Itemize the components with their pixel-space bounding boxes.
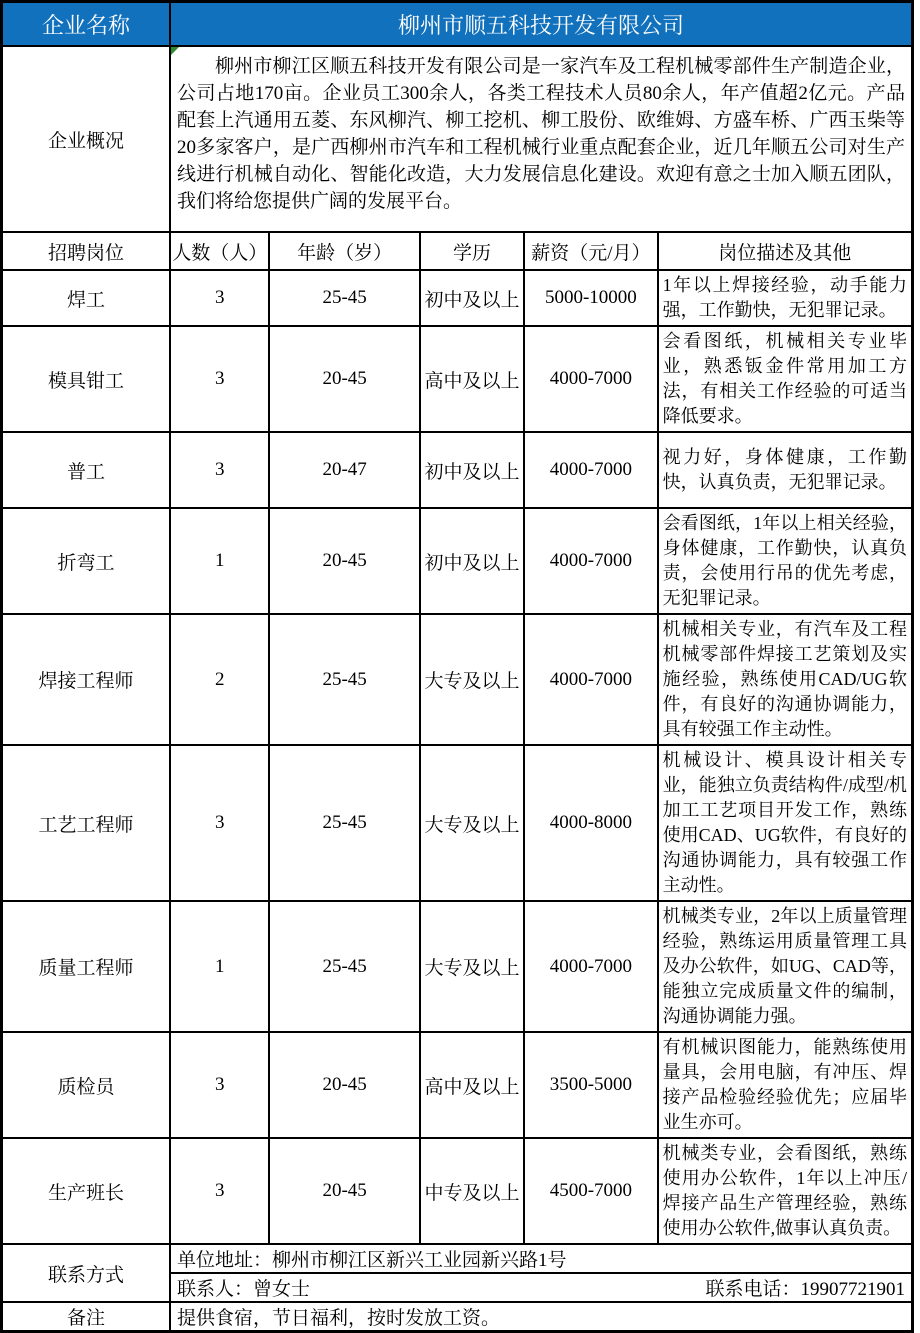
job-row-bender bbox=[2, 508, 913, 614]
job-education-cell: 高中及以上 bbox=[420, 326, 524, 432]
job-description-cell: 会看图纸，机械相关专业毕业，熟悉钣金件常用加工方法，有相关工作经验的可适当降低要求。 bbox=[658, 326, 913, 432]
overview-text: 柳州市柳江区顺五科技开发有限公司是一家汽车及工程机械零部件生产制造企业，公司占地170亩。企业员工300余人，各类工程技术人员80余人，年产值超2亿元。产品配套上汽通用五菱、东风柳汽、柳工挖机、柳工股份、欧维姆、方盛车桥、广西玉柴等20多家客户，是广西柳州市汽车和工程机械行业重点配套企业，近几年顺五公司对生产线进行机械自动化、智能化改造，大力发展信息化建设。欢迎有意之士加入顺五团队，我们将给您提供广阔的发展平台。 bbox=[177, 56, 905, 212]
column-header-position: 招聘岗位 bbox=[2, 232, 171, 270]
job-title-cell: 折弯工 bbox=[2, 508, 171, 614]
cell-error-marker-icon bbox=[171, 47, 179, 55]
job-description-cell: 机械相关专业，有汽车及工程机械零部件焊接工艺策划及实施经验，熟练使用CAD/UG软件，有良好的沟通协调能力，具有较强工作主动性。 bbox=[658, 614, 913, 745]
job-description-cell: 有机械识图能力，能熟练使用量具，会用电脑，有冲压、焊接产品检验经验优先；应届毕业生亦可。 bbox=[658, 1032, 913, 1138]
job-education-cell: 初中及以上 bbox=[420, 270, 524, 326]
job-title-cell: 模具钳工 bbox=[2, 326, 171, 432]
company-name-value: 柳州市顺五科技开发有限公司 bbox=[170, 2, 912, 47]
column-header-row bbox=[2, 232, 913, 270]
job-age-cell: 25-45 bbox=[269, 614, 419, 745]
job-row-process-engineer bbox=[2, 745, 913, 901]
job-education-cell: 初中及以上 bbox=[420, 508, 524, 614]
job-description-cell: 机械类专业，会看图纸，熟练使用办公软件，1年以上冲压/焊接产品生产管理经验，熟练使用办公软件,做事认真负责。 bbox=[658, 1138, 913, 1244]
column-header-salary: 薪资（元/月） bbox=[524, 232, 657, 270]
job-salary-cell: 3500-5000 bbox=[524, 1032, 657, 1138]
job-title-cell: 焊工 bbox=[2, 270, 171, 326]
job-salary-cell: 4000-7000 bbox=[524, 326, 657, 432]
job-description-cell: 机械设计、模具设计相关专业，能独立负责结构件/成型/机加工工艺项目开发工作，熟练使用CAD、UG软件，有良好的沟通协调能力，具有较强工作主动性。 bbox=[658, 745, 913, 901]
job-count-cell: 3 bbox=[170, 1138, 269, 1244]
job-salary-cell: 4000-7000 bbox=[524, 508, 657, 614]
job-age-cell: 25-45 bbox=[269, 270, 419, 326]
remark-text: 提供食宿，节日福利，按时发放工资。 bbox=[170, 1302, 912, 1332]
job-education-cell: 中专及以上 bbox=[420, 1138, 524, 1244]
job-description-cell: 会看图纸，1年以上相关经验，身体健康，工作勤快，认真负责，会使用行吊的优先考虑，无犯罪记录。 bbox=[658, 508, 913, 614]
job-age-cell: 25-45 bbox=[269, 745, 419, 901]
job-description-cell: 机械类专业，2年以上质量管理经验，熟练运用质量管理工具及办公软件，如UG、CAD等，能独立完成质量文件的编制，沟通协调能力强。 bbox=[658, 901, 913, 1032]
contact-address-row bbox=[2, 1244, 913, 1273]
contact-label: 联系方式 bbox=[2, 1244, 171, 1302]
job-title-cell: 工艺工程师 bbox=[2, 745, 171, 901]
job-education-cell: 大专及以上 bbox=[420, 614, 524, 745]
job-salary-cell: 4000-8000 bbox=[524, 745, 657, 901]
remark-row bbox=[2, 1302, 913, 1332]
company-name-label: 企业名称 bbox=[2, 2, 171, 47]
contact-person-cell bbox=[170, 1273, 912, 1302]
job-title-cell: 生产班长 bbox=[2, 1138, 171, 1244]
job-age-cell: 20-45 bbox=[269, 1032, 419, 1138]
overview-label: 企业概况 bbox=[2, 46, 171, 232]
contact-person: 联系人：曾女士 bbox=[177, 1279, 311, 1300]
job-title-cell: 普工 bbox=[2, 432, 171, 508]
overview-row bbox=[2, 46, 913, 232]
job-description-cell: 1年以上焊接经验，动手能力强，工作勤快，无犯罪记录。 bbox=[658, 270, 913, 326]
job-age-cell: 25-45 bbox=[269, 901, 419, 1032]
overview-cell bbox=[170, 46, 912, 232]
job-count-cell: 1 bbox=[170, 901, 269, 1032]
job-salary-cell: 4000-7000 bbox=[524, 901, 657, 1032]
job-count-cell: 3 bbox=[170, 270, 269, 326]
job-age-cell: 20-47 bbox=[269, 432, 419, 508]
job-salary-cell: 4500-7000 bbox=[524, 1138, 657, 1244]
job-salary-cell: 4000-7000 bbox=[524, 432, 657, 508]
job-row-mold-fitter bbox=[2, 326, 913, 432]
job-title-cell: 质检员 bbox=[2, 1032, 171, 1138]
job-education-cell: 大专及以上 bbox=[420, 901, 524, 1032]
job-count-cell: 2 bbox=[170, 614, 269, 745]
job-count-cell: 3 bbox=[170, 745, 269, 901]
job-age-cell: 20-45 bbox=[269, 1138, 419, 1244]
company-title-row bbox=[2, 2, 913, 47]
column-header-age: 年龄（岁） bbox=[269, 232, 419, 270]
job-count-cell: 3 bbox=[170, 326, 269, 432]
job-row-general-worker bbox=[2, 432, 913, 508]
job-education-cell: 大专及以上 bbox=[420, 745, 524, 901]
job-education-cell: 初中及以上 bbox=[420, 432, 524, 508]
job-age-cell: 20-45 bbox=[269, 508, 419, 614]
job-education-cell: 高中及以上 bbox=[420, 1032, 524, 1138]
column-header-description: 岗位描述及其他 bbox=[658, 232, 913, 270]
job-count-cell: 1 bbox=[170, 508, 269, 614]
job-title-cell: 质量工程师 bbox=[2, 901, 171, 1032]
job-description-cell: 视力好，身体健康，工作勤快，认真负责，无犯罪记录。 bbox=[658, 432, 913, 508]
job-row-production-leader bbox=[2, 1138, 913, 1244]
job-row-welding-engineer bbox=[2, 614, 913, 745]
remark-label: 备注 bbox=[2, 1302, 171, 1332]
job-title-cell: 焊接工程师 bbox=[2, 614, 171, 745]
column-header-education: 学历 bbox=[420, 232, 524, 270]
job-count-cell: 3 bbox=[170, 432, 269, 508]
column-header-count: 人数（人） bbox=[170, 232, 269, 270]
job-salary-cell: 5000-10000 bbox=[524, 270, 657, 326]
job-age-cell: 20-45 bbox=[269, 326, 419, 432]
job-row-welder bbox=[2, 270, 913, 326]
job-row-quality-engineer bbox=[2, 901, 913, 1032]
job-row-quality-inspector bbox=[2, 1032, 913, 1138]
job-salary-cell: 4000-7000 bbox=[524, 614, 657, 745]
contact-phone: 联系电话：19907721901 bbox=[705, 1279, 905, 1300]
contact-address: 单位地址：柳州市柳江区新兴工业园新兴路1号 bbox=[170, 1244, 912, 1273]
job-count-cell: 3 bbox=[170, 1032, 269, 1138]
